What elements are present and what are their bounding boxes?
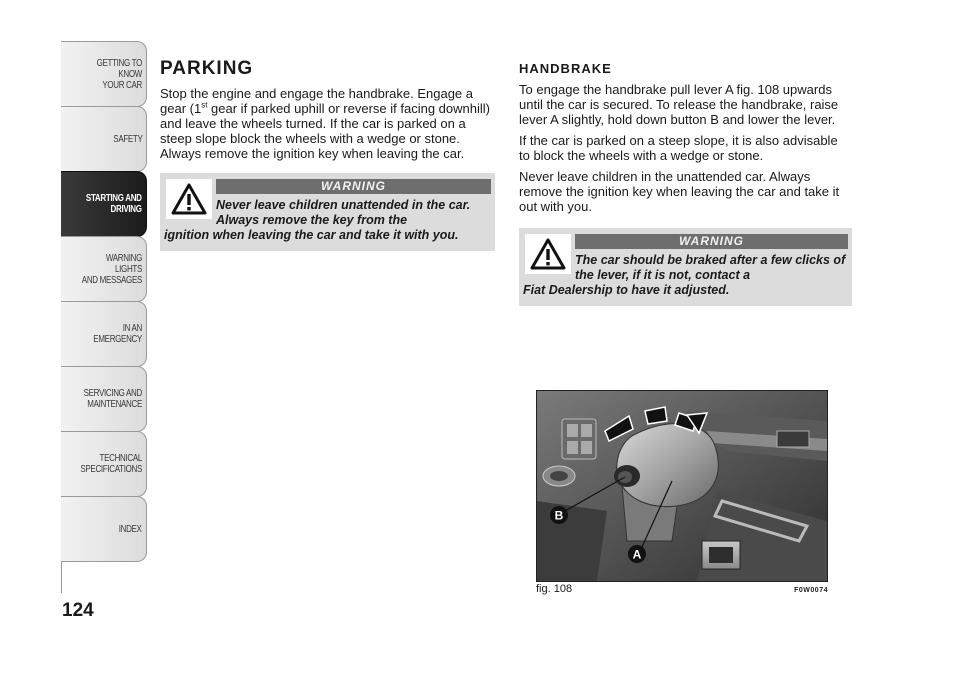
warning-label: WARNING	[216, 179, 491, 194]
figure-caption-row	[536, 583, 828, 595]
tab-label: SERVICING AND MAINTENANCE	[83, 388, 142, 410]
warning-text: The car should be braked after a few clicks of the lever, if it is not, contact a Fiat Dealership to have it adjusted.	[523, 253, 846, 297]
tab-label: SAFETY	[112, 133, 142, 145]
tab-safety[interactable]	[61, 106, 147, 172]
chapter-tabs	[61, 41, 147, 561]
warning-triangle-icon	[525, 234, 571, 274]
tab-label: STARTING AND DRIVING	[86, 193, 142, 215]
tab-getting-to-know[interactable]	[61, 41, 147, 107]
tab-label: TECHNICAL SPECIFICATIONS	[80, 453, 142, 475]
warning-text: Never leave children unattended in the car. Always remove the key from the ignition when leaving the car and take it with you.	[164, 198, 471, 242]
tab-label: WARNING LIGHTS AND MESSAGES	[81, 252, 142, 286]
parking-warning-box	[160, 173, 495, 251]
tab-label: GETTING TO KNOW YOUR CAR	[96, 57, 142, 91]
page-number: 124	[62, 600, 94, 621]
parking-section	[160, 58, 495, 251]
tab-warning-lights[interactable]	[61, 236, 147, 302]
tab-servicing[interactable]	[61, 366, 147, 432]
handbrake-illustration	[537, 391, 827, 581]
parking-paragraph: Stop the engine and engage the handbrake. Engage a gear (1st gear if parked uphill or reverse if facing downhill) and leave the wheels turned. If the car is parked on a steep slope block the wheels with a wedge or stone. Always remove the ignition key when leaving the car.	[160, 86, 490, 161]
figure-caption: fig. 108	[536, 583, 573, 595]
warning-triangle-icon	[166, 179, 212, 219]
tab-technical-specifications[interactable]	[61, 431, 147, 497]
tab-starting-and-driving[interactable]	[61, 171, 147, 237]
tab-in-an-emergency[interactable]	[61, 301, 147, 367]
handbrake-figure	[536, 390, 828, 582]
callout-b-label: B	[554, 508, 564, 523]
tab-label: IN AN EMERGENCY	[93, 323, 142, 345]
handbrake-paragraph-3: Never leave children in the unattended car. Always remove the ignition key when leaving the car and take it out with you.	[519, 169, 840, 214]
handbrake-warning-box	[519, 228, 852, 306]
callout-a-label: A	[632, 547, 642, 562]
parking-title: PARKING	[160, 58, 254, 79]
handbrake-paragraph-1: To engage the handbrake pull lever A fig. 108 upwards until the car is secured. To release the handbrake, raise lever A slightly, hold down button B and lower the lever.	[519, 82, 839, 127]
handbrake-title: HANDBRAKE	[519, 61, 612, 76]
handbrake-paragraph-2: If the car is parked on a steep slope, it is also advisable to block the wheels with a wedge or stone.	[519, 133, 838, 163]
tab-index[interactable]	[61, 496, 147, 562]
warning-label: WARNING	[575, 234, 848, 249]
handbrake-section	[519, 58, 852, 306]
tab-label: INDEX	[119, 523, 142, 535]
figure-code: F0W0074	[794, 587, 828, 594]
